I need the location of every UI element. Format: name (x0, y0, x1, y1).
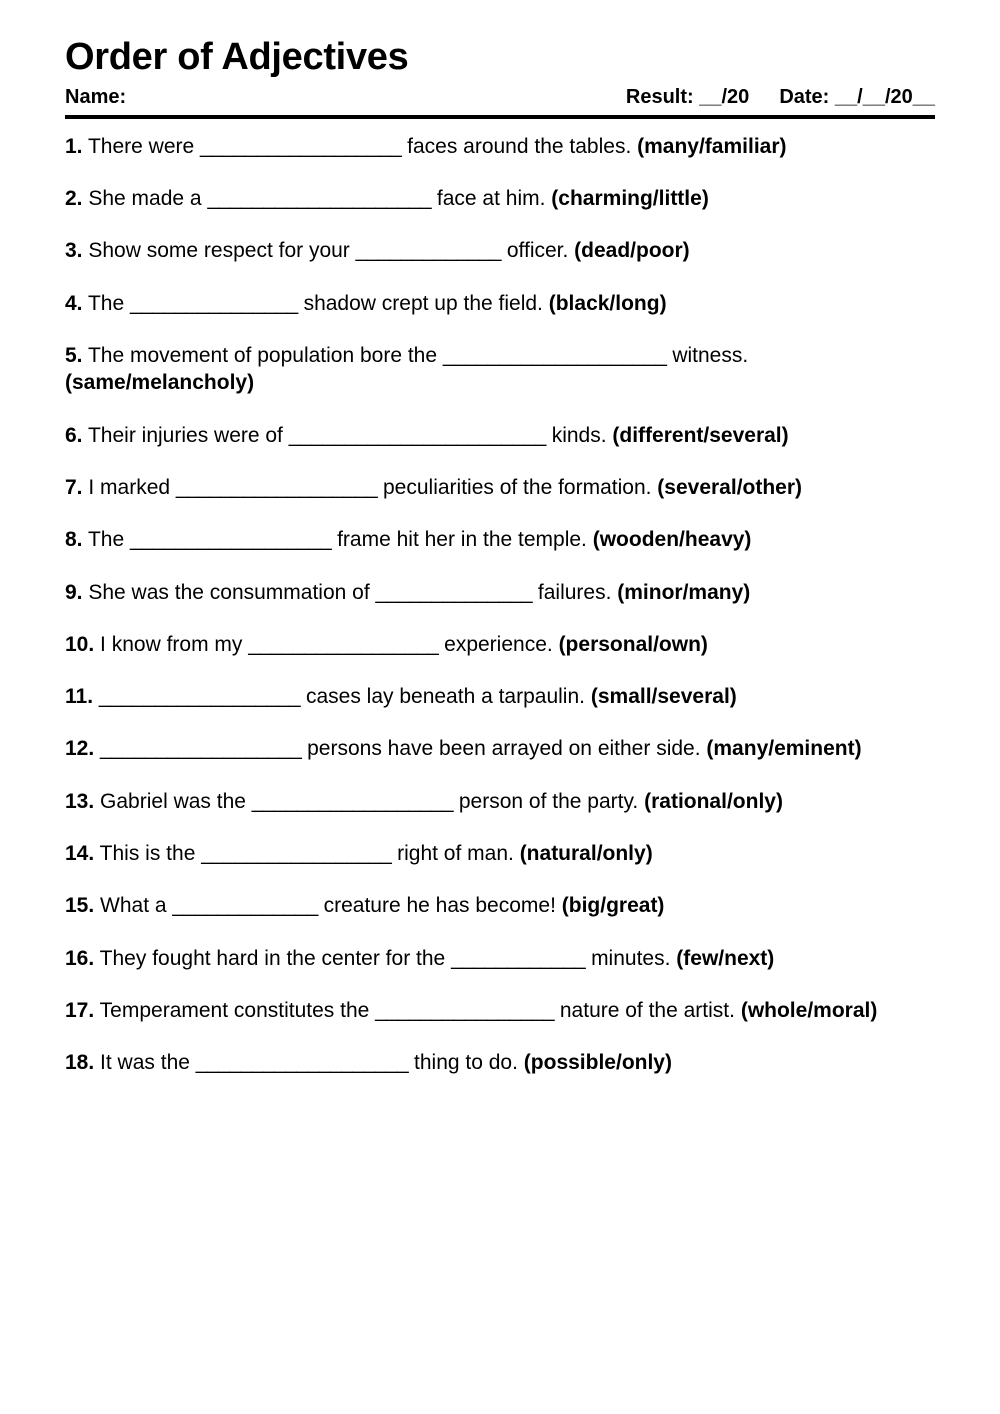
question-text-after: cases lay beneath a tarpaulin. (305, 685, 585, 709)
answer-options: (possible/only) (523, 1051, 672, 1075)
questions-list (65, 133, 935, 1077)
question-number: 9. (65, 580, 83, 604)
answer-options: (wooden/heavy) (592, 528, 752, 552)
question-text-before: The (87, 528, 125, 552)
question-text-before: I marked (88, 475, 171, 499)
question-number: 4. (65, 291, 83, 315)
question-item (65, 290, 935, 317)
question-item (65, 185, 935, 212)
question-text-before: The movement of population bore the (87, 344, 438, 368)
question-item (65, 683, 935, 710)
answer-blank[interactable]: ____________________ (207, 187, 432, 211)
answer-blank[interactable]: ____________________ (442, 344, 667, 368)
answer-options: (many/eminent) (706, 737, 862, 761)
question-item (65, 1049, 935, 1076)
question-item (65, 422, 935, 449)
question-text-before: This is the (99, 842, 196, 866)
question-number: 7. (65, 475, 83, 499)
answer-blank[interactable]: __________________ (98, 685, 301, 709)
answer-options: (different/several) (612, 423, 789, 447)
question-text-after: experience. (444, 632, 553, 656)
question-text-after: right of man. (397, 842, 514, 866)
answer-blank[interactable]: __________________ (175, 475, 378, 499)
question-text-before: It was the (100, 1051, 190, 1075)
question-text-before: They fought hard in the center for the (99, 946, 446, 970)
question-text-before: She made a (88, 187, 202, 211)
question-number: 15. (65, 894, 95, 918)
question-text-before: Temperament constitutes the (99, 998, 370, 1022)
question-text-after: officer. (506, 239, 569, 263)
question-number: 10. (65, 632, 95, 656)
question-text-after: witness. (672, 344, 749, 368)
question-text-after: failures. (537, 580, 612, 604)
question-item (65, 133, 935, 160)
question-item (65, 579, 935, 606)
question-item (65, 474, 935, 501)
question-item (65, 631, 935, 658)
question-number: 8. (65, 528, 83, 552)
answer-blank[interactable]: ______________ (375, 580, 533, 604)
question-text-after: creature he has become! (323, 894, 556, 918)
answer-options: (minor/many) (617, 580, 751, 604)
question-text-before: Show some respect for your (88, 239, 350, 263)
answer-options: (several/other) (657, 475, 803, 499)
answer-blank[interactable]: _____________ (355, 239, 501, 263)
answer-options: (same/melancholy) (65, 371, 255, 395)
date-field (779, 86, 935, 109)
question-item (65, 788, 935, 815)
question-number: 1. (65, 134, 83, 158)
question-text-after: faces around the tables. (407, 134, 632, 158)
answer-blank[interactable]: _______________________ (288, 423, 546, 447)
answer-options: (rational/only) (644, 789, 783, 813)
question-item (65, 840, 935, 867)
question-item (65, 735, 935, 762)
question-text-after: person of the party. (458, 789, 639, 813)
worksheet-meta-row (65, 86, 935, 115)
question-item (65, 892, 935, 919)
meta-right-group (626, 86, 935, 109)
answer-blank[interactable]: _______________ (130, 291, 298, 315)
question-item (65, 945, 935, 972)
answer-blank[interactable]: _________________ (201, 842, 392, 866)
question-text-before: She was the consummation of (88, 580, 370, 604)
answer-blank[interactable]: ________________ (375, 998, 555, 1022)
answer-options: (whole/moral) (740, 998, 878, 1022)
result-value[interactable]: __/20 (699, 85, 750, 108)
question-text-after: thing to do. (414, 1051, 518, 1075)
question-text-after: face at him. (436, 187, 546, 211)
answer-options: (many/familiar) (637, 134, 787, 158)
question-text-before: There were (87, 134, 195, 158)
answer-options: (natural/only) (519, 842, 653, 866)
question-number: 13. (65, 789, 95, 813)
question-number: 18. (65, 1051, 95, 1075)
answer-blank[interactable]: __________________ (251, 789, 454, 813)
question-number: 17. (65, 998, 95, 1022)
answer-options: (dead/poor) (574, 239, 690, 263)
question-text-before: What a (100, 894, 167, 918)
question-item (65, 526, 935, 553)
question-text-after: kinds. (551, 423, 607, 447)
answer-blank[interactable]: ___________________ (195, 1051, 409, 1075)
question-text-before: Their injuries were of (87, 423, 283, 447)
question-number: 6. (65, 423, 83, 447)
answer-blank[interactable]: _____________ (172, 894, 318, 918)
question-text-after: minutes. (591, 946, 671, 970)
answer-blank[interactable]: __________________ (130, 528, 332, 552)
question-number: 16. (65, 946, 95, 970)
question-item (65, 237, 935, 264)
question-number: 11. (65, 685, 94, 709)
question-text-after: shadow crept up the field. (303, 291, 543, 315)
question-text-before: The (87, 291, 125, 315)
answer-options: (black/long) (548, 291, 667, 315)
question-number: 5. (65, 344, 83, 368)
answer-blank[interactable]: _________________ (248, 632, 439, 656)
question-number: 12. (65, 737, 95, 761)
answer-options: (personal/own) (558, 632, 708, 656)
result-field (626, 86, 749, 109)
result-label: Result: (625, 85, 694, 108)
question-number: 3. (65, 239, 83, 263)
question-item (65, 342, 935, 397)
question-number: 2. (65, 187, 83, 211)
question-text-after: peculiarities of the formation. (382, 475, 652, 499)
page-title: Order of Adjectives (65, 36, 409, 78)
question-text-before: I know from my (100, 632, 243, 656)
date-value[interactable]: __/__/20__ (834, 85, 935, 108)
question-text-after: persons have been arrayed on either side. (307, 737, 701, 761)
answer-options: (big/great) (561, 894, 665, 918)
answer-options: (charming/little) (551, 187, 709, 211)
header-divider (65, 115, 935, 119)
date-label: Date: (779, 85, 830, 108)
question-number: 14. (65, 842, 95, 866)
answer-options: (few/next) (676, 946, 775, 970)
question-text-before: Gabriel was the (100, 789, 246, 813)
question-item (65, 997, 935, 1024)
answer-blank[interactable]: __________________ (100, 737, 302, 761)
answer-blank[interactable]: ____________ (451, 946, 586, 970)
answer-blank[interactable]: __________________ (200, 134, 402, 158)
answer-options: (small/several) (590, 685, 737, 709)
name-field-label: Name: (65, 85, 127, 108)
question-text-after: frame hit her in the temple. (337, 528, 587, 552)
question-text-after: nature of the artist. (559, 998, 735, 1022)
